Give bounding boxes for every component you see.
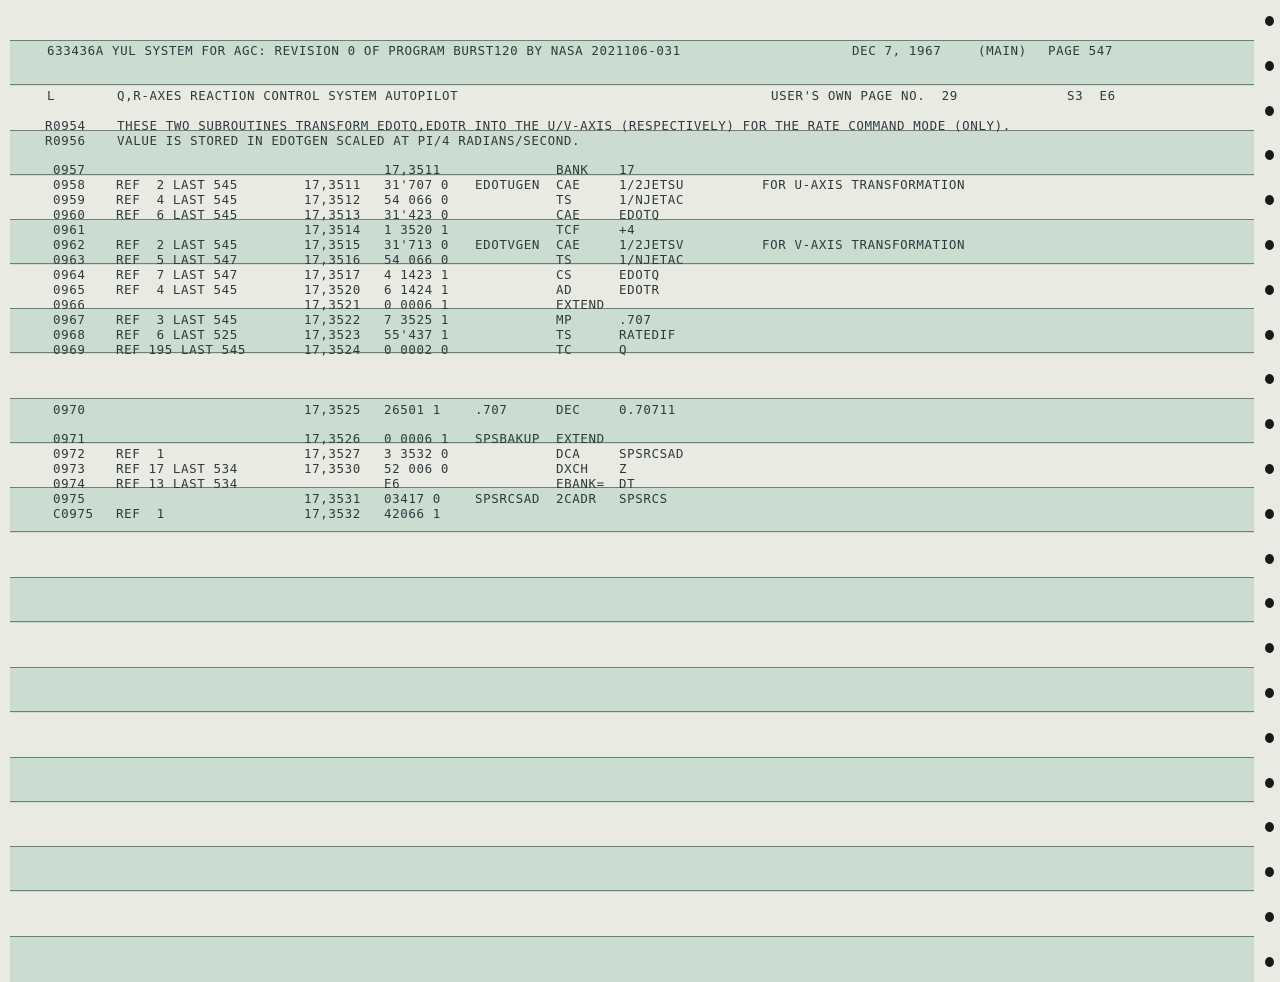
octal-code: 54 066 0 bbox=[384, 252, 450, 267]
operand: SPSRCSAD bbox=[619, 446, 685, 461]
paper-rule bbox=[10, 890, 1254, 891]
operand: 1/NJETAC bbox=[619, 252, 685, 267]
remark-text: THESE TWO SUBROUTINES TRANSFORM EDOTQ,EDOTR INTO THE U/V-AXIS (RESPECTIVELY) FOR THE RATE COMMAND MODE (ONLY). bbox=[117, 118, 1011, 133]
feed-hole bbox=[1265, 240, 1274, 250]
line-number: 0967 bbox=[53, 312, 86, 327]
address: 17,3522 bbox=[304, 312, 361, 327]
feed-hole bbox=[1265, 61, 1274, 71]
operand: EDOTQ bbox=[619, 207, 660, 222]
opcode: EBANK= bbox=[556, 476, 605, 491]
operand: 1/2JETSU bbox=[619, 177, 685, 192]
paper-band bbox=[10, 667, 1254, 713]
feed-hole bbox=[1265, 598, 1274, 608]
address: 17,3511 bbox=[304, 177, 361, 192]
print-date: DEC 7, 1967 bbox=[852, 43, 942, 58]
paper-band bbox=[10, 846, 1254, 892]
remark-id: R0954 bbox=[45, 118, 86, 133]
opcode: DCA bbox=[556, 446, 581, 461]
line-number: 0968 bbox=[53, 327, 86, 342]
line-number: 0974 bbox=[53, 476, 86, 491]
feed-hole bbox=[1265, 195, 1274, 205]
symbol-label: EDOTVGEN bbox=[475, 237, 541, 252]
feed-hole bbox=[1265, 464, 1274, 474]
ref-field: REF 13 LAST 534 bbox=[116, 476, 238, 491]
operand: RATEDIF bbox=[619, 327, 676, 342]
feed-hole bbox=[1265, 419, 1274, 429]
feed-hole bbox=[1265, 374, 1274, 384]
address: 17,3532 bbox=[304, 506, 361, 521]
operand: DT bbox=[619, 476, 636, 491]
feed-hole bbox=[1265, 330, 1274, 340]
octal-code: 31'707 0 bbox=[384, 177, 450, 192]
ref-field: REF 2 LAST 545 bbox=[116, 237, 238, 252]
line-number: 0963 bbox=[53, 252, 86, 267]
line-number: 0971 bbox=[53, 431, 86, 446]
operand: Q bbox=[619, 342, 628, 357]
ref-field: REF 4 LAST 545 bbox=[116, 192, 238, 207]
address: 17,3530 bbox=[304, 461, 361, 476]
opcode: TS bbox=[556, 252, 573, 267]
feed-hole bbox=[1265, 643, 1274, 653]
line-number: 0966 bbox=[53, 297, 86, 312]
section-marker: L bbox=[47, 88, 56, 103]
users-page-number: USER'S OWN PAGE NO. 29 bbox=[771, 88, 958, 103]
address: 17,3520 bbox=[304, 282, 361, 297]
operand: Z bbox=[619, 461, 628, 476]
line-number: 0960 bbox=[53, 207, 86, 222]
symbol-label: SPSRCSAD bbox=[475, 491, 541, 506]
line-number: 0964 bbox=[53, 267, 86, 282]
octal-code: 55'437 1 bbox=[384, 327, 450, 342]
address: 17,3527 bbox=[304, 446, 361, 461]
feed-hole bbox=[1265, 16, 1274, 26]
octal-code: 3 3532 0 bbox=[384, 446, 450, 461]
octal-code: 54 066 0 bbox=[384, 192, 450, 207]
opcode: CS bbox=[556, 267, 573, 282]
address: 17,3513 bbox=[304, 207, 361, 222]
comment: FOR U-AXIS TRANSFORMATION bbox=[762, 177, 966, 192]
opcode: TS bbox=[556, 192, 573, 207]
octal-code: 0 0006 1 bbox=[384, 431, 450, 446]
line-number: 0969 bbox=[53, 342, 86, 357]
ref-field: REF 7 LAST 547 bbox=[116, 267, 238, 282]
line-number: 0965 bbox=[53, 282, 86, 297]
line-number: 0961 bbox=[53, 222, 86, 237]
address: 17,3515 bbox=[304, 237, 361, 252]
feed-hole bbox=[1265, 778, 1274, 788]
feed-hole bbox=[1265, 957, 1274, 967]
comment: FOR V-AXIS TRANSFORMATION bbox=[762, 237, 966, 252]
section-title: Q,R-AXES REACTION CONTROL SYSTEM AUTOPILOT bbox=[117, 88, 459, 103]
address: 17,3517 bbox=[304, 267, 361, 282]
opcode: TC bbox=[556, 342, 573, 357]
paper-rule bbox=[10, 531, 1254, 532]
ref-field: REF 1 bbox=[116, 446, 165, 461]
octal-code: 7 3525 1 bbox=[384, 312, 450, 327]
line-number: 0975 bbox=[53, 491, 86, 506]
octal-code: 52 006 0 bbox=[384, 461, 450, 476]
octal-code: 31'423 0 bbox=[384, 207, 450, 222]
symbol-label: .707 bbox=[475, 402, 508, 417]
operand: .707 bbox=[619, 312, 652, 327]
octal-code: 0 0002 0 bbox=[384, 342, 450, 357]
paper-band bbox=[10, 757, 1254, 803]
paper-rule bbox=[10, 621, 1254, 622]
feed-hole bbox=[1265, 867, 1274, 877]
octal-code: 26501 1 bbox=[384, 402, 441, 417]
opcode: 2CADR bbox=[556, 491, 597, 506]
address: 17,3524 bbox=[304, 342, 361, 357]
ref-field: REF 6 LAST 525 bbox=[116, 327, 238, 342]
symbol-label: SPSBAKUP bbox=[475, 431, 541, 446]
opcode: TS bbox=[556, 327, 573, 342]
symbol-label: EDOTUGEN bbox=[475, 177, 541, 192]
paper-rule bbox=[10, 442, 1254, 443]
address: 17,3526 bbox=[304, 431, 361, 446]
opcode: DXCH bbox=[556, 461, 589, 476]
address: 17,3523 bbox=[304, 327, 361, 342]
opcode: MP bbox=[556, 312, 573, 327]
ref-field: REF 3 LAST 545 bbox=[116, 312, 238, 327]
opcode: CAE bbox=[556, 237, 581, 252]
ref-field: REF 4 LAST 545 bbox=[116, 282, 238, 297]
opcode: EXTEND bbox=[556, 431, 605, 446]
line-number: 0970 bbox=[53, 402, 86, 417]
line-number: 0958 bbox=[53, 177, 86, 192]
octal-code: 31'713 0 bbox=[384, 237, 450, 252]
feed-hole bbox=[1265, 150, 1274, 160]
line-number: 0973 bbox=[53, 461, 86, 476]
address: 17,3512 bbox=[304, 192, 361, 207]
ref-field: REF 195 LAST 545 bbox=[116, 342, 247, 357]
ref-field: REF 5 LAST 547 bbox=[116, 252, 238, 267]
octal-code: 6 1424 1 bbox=[384, 282, 450, 297]
paper-rule bbox=[10, 711, 1254, 712]
feed-hole bbox=[1265, 688, 1274, 698]
line-number: 0959 bbox=[53, 192, 86, 207]
opcode: EXTEND bbox=[556, 297, 605, 312]
operand: EDOTR bbox=[619, 282, 660, 297]
octal-code: 42066 1 bbox=[384, 506, 441, 521]
address: 17,3516 bbox=[304, 252, 361, 267]
line-number: 0972 bbox=[53, 446, 86, 461]
assembly-mode: (MAIN) bbox=[978, 43, 1027, 58]
opcode: AD bbox=[556, 282, 573, 297]
address: 17,3525 bbox=[304, 402, 361, 417]
paper-band bbox=[10, 936, 1254, 982]
operand: EDOTQ bbox=[619, 267, 660, 282]
feed-hole bbox=[1265, 822, 1274, 832]
paper-rule bbox=[10, 84, 1254, 85]
feed-hole bbox=[1265, 106, 1274, 116]
operand: 1/2JETSV bbox=[619, 237, 685, 252]
job-header-line: 633436A YUL SYSTEM FOR AGC: REVISION 0 OF PROGRAM BURST120 BY NASA 2021106-031 bbox=[47, 43, 681, 58]
octal-code: 03417 0 bbox=[384, 491, 441, 506]
operand: 0.70711 bbox=[619, 402, 676, 417]
feed-hole bbox=[1265, 733, 1274, 743]
octal-code: 1 3520 1 bbox=[384, 222, 450, 237]
opcode: BANK bbox=[556, 162, 589, 177]
opcode: DEC bbox=[556, 402, 581, 417]
section-codes: S3 E6 bbox=[1067, 88, 1116, 103]
operand: 1/NJETAC bbox=[619, 192, 685, 207]
opcode: TCF bbox=[556, 222, 581, 237]
line-number: C0975 bbox=[53, 506, 94, 521]
remark-id: R0956 bbox=[45, 133, 86, 148]
address: 17,3531 bbox=[304, 491, 361, 506]
ref-field: REF 6 LAST 545 bbox=[116, 207, 238, 222]
operand: 17 bbox=[619, 162, 636, 177]
feed-hole bbox=[1265, 912, 1274, 922]
octal-code: E6 bbox=[384, 476, 401, 491]
remark-text: VALUE IS STORED IN EDOTGEN SCALED AT PI/4 RADIANS/SECOND. bbox=[117, 133, 581, 148]
feed-hole bbox=[1265, 285, 1274, 295]
line-number: 0962 bbox=[53, 237, 86, 252]
octal-code: 17,3511 bbox=[384, 162, 441, 177]
ref-field: REF 2 LAST 545 bbox=[116, 177, 238, 192]
ref-field: REF 17 LAST 534 bbox=[116, 461, 238, 476]
feed-hole bbox=[1265, 509, 1274, 519]
octal-code: 0 0006 1 bbox=[384, 297, 450, 312]
opcode: CAE bbox=[556, 177, 581, 192]
feed-hole bbox=[1265, 554, 1274, 564]
address: 17,3521 bbox=[304, 297, 361, 312]
ref-field: REF 1 bbox=[116, 506, 165, 521]
page-number: PAGE 547 bbox=[1048, 43, 1114, 58]
address: 17,3514 bbox=[304, 222, 361, 237]
opcode: CAE bbox=[556, 207, 581, 222]
paper-band bbox=[10, 577, 1254, 623]
operand: SPSRCS bbox=[619, 491, 668, 506]
paper-rule bbox=[10, 801, 1254, 802]
line-number: 0957 bbox=[53, 162, 86, 177]
octal-code: 4 1423 1 bbox=[384, 267, 450, 282]
operand: +4 bbox=[619, 222, 636, 237]
